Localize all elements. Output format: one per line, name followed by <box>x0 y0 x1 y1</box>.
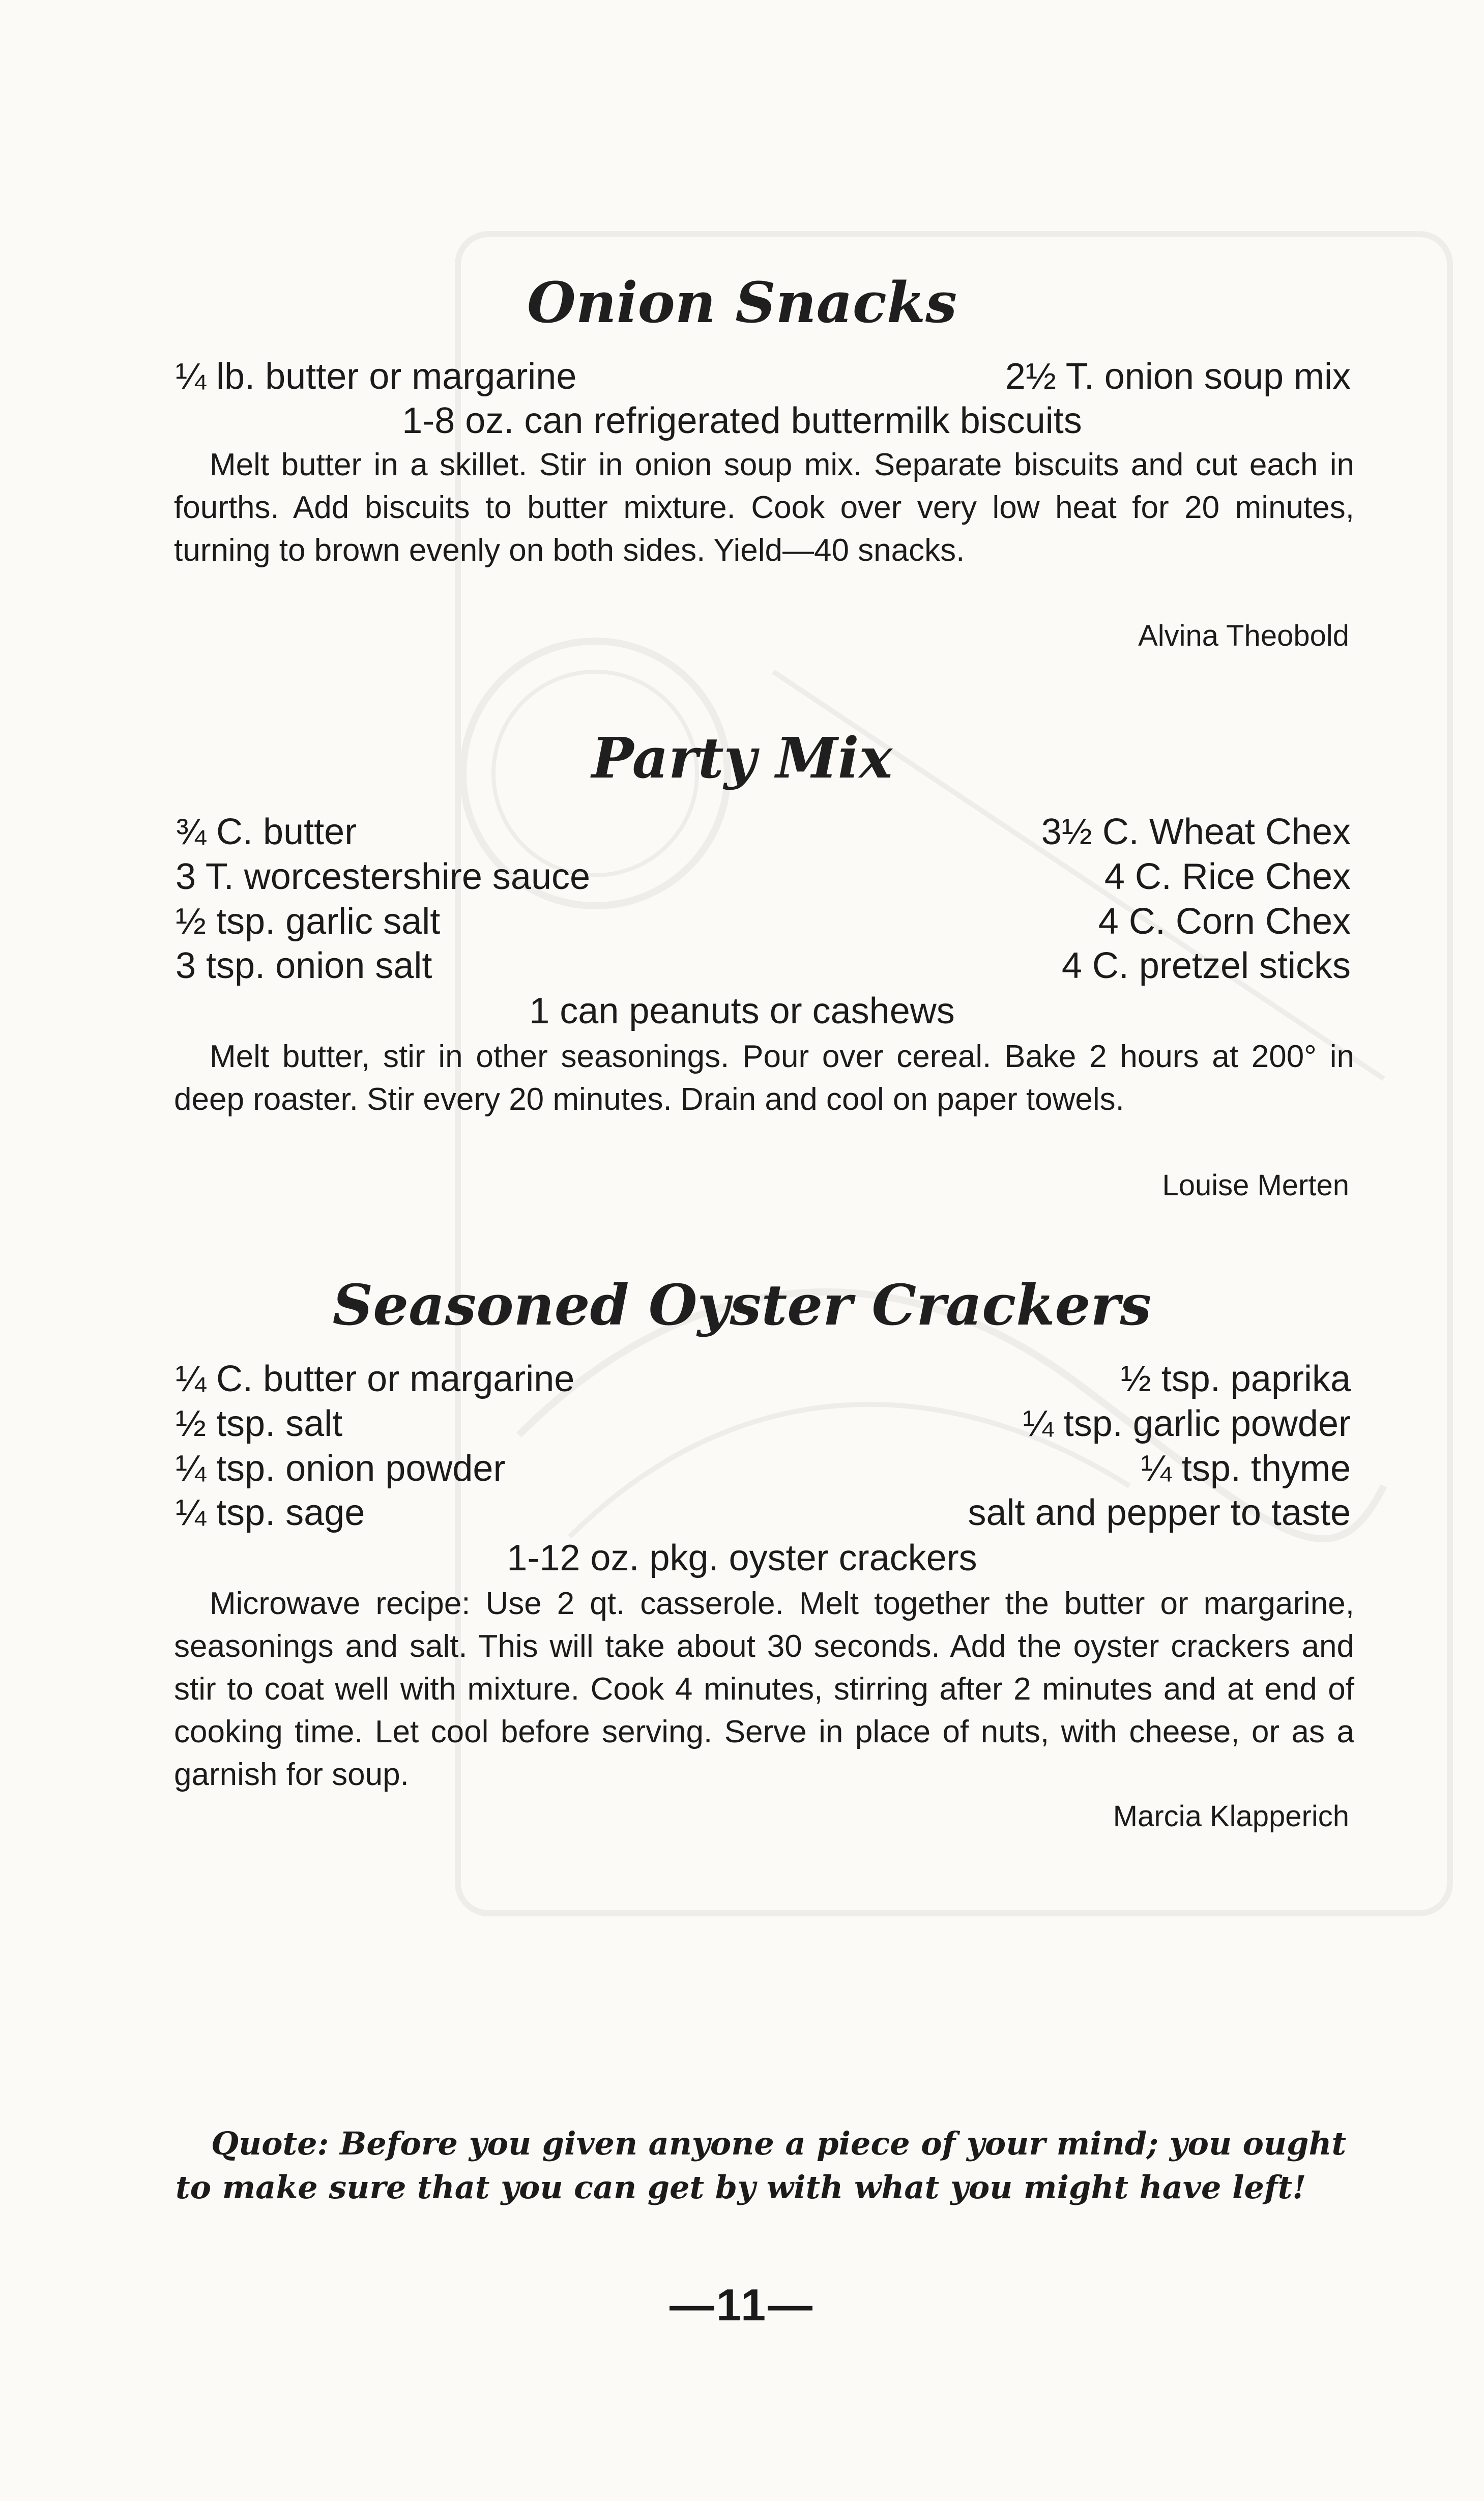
ingredient-row <box>176 1490 1351 1536</box>
ingredient-right: 3½ C. Wheat Chex <box>1041 812 1351 852</box>
recipe-author: Marcia Klapperich <box>1113 1800 1349 1833</box>
ingredient-right: salt and pepper to taste <box>968 1492 1351 1533</box>
ingredient-right: 4 C. Rice Chex <box>1104 856 1351 897</box>
ingredient-left: ½ tsp. salt <box>176 1403 343 1444</box>
ingredient-row <box>176 854 1351 900</box>
ingredient-left: 3 tsp. onion salt <box>176 945 432 986</box>
ingredient-right: 4 C. Corn Chex <box>1098 901 1351 942</box>
ingredient-right: ¼ tsp. thyme <box>1141 1448 1351 1489</box>
ingredient-row <box>176 809 1351 855</box>
page-number: —11— <box>669 2280 815 2330</box>
recipe-author: Louise Merten <box>1162 1169 1349 1202</box>
recipe-title-seasoned-oyster-crackers: Seasoned Oyster Crackers <box>332 1272 1152 1338</box>
recipe-title-onion-snacks: Onion Snacks <box>527 270 957 335</box>
ingredient-row <box>176 1446 1351 1491</box>
ingredient-center: 1-8 oz. can refrigerated buttermilk biscuits <box>402 400 1082 441</box>
ingredient-left: ¼ tsp. onion powder <box>176 1448 506 1489</box>
recipe-directions: Microwave recipe: Use 2 qt. casserole. Melt together the butter or margarine, seasonings and salt. This will take about 30 seconds. Add the oyster crackers and stir to coat well with mixture. Cook 4 minutes, stirring after 2 minutes and at end of cooking time. Let cool before serving. Serve in place of nuts, with cheese, or as a garnish for soup. <box>174 1586 1354 1792</box>
ingredient-right: 2½ T. onion soup mix <box>1005 356 1351 397</box>
ingredient-center: 1 can peanuts or cashews <box>529 991 955 1031</box>
ingredient-row <box>176 899 1351 944</box>
ingredient-right: ½ tsp. paprika <box>1120 1359 1351 1399</box>
ingredient-row <box>176 943 1351 989</box>
recipe-directions: Melt butter, stir in other seasonings. Pour over cereal. Bake 2 hours at 200° in deep roaster. Stir every 20 minutes. Drain and cool on paper towels. <box>174 1039 1354 1117</box>
ingredient-row <box>176 354 1351 399</box>
ingredient-left: ¾ C. butter <box>176 812 357 852</box>
ingredient-right: 4 C. pretzel sticks <box>1061 945 1351 986</box>
ingredient-left: 3 T. worcestershire sauce <box>176 856 591 897</box>
page-quote: Quote: Before you given anyone a piece of your mind; you ought to make sure that you can get by with what you might have left! <box>176 2125 1347 2206</box>
ingredient-left: ¼ lb. butter or margarine <box>176 356 577 397</box>
recipe-directions: Melt butter in a skillet. Stir in onion soup mix. Separate biscuits and cut each in fourths. Add biscuits to butter mixture. Cook over very low heat for 20 minutes, turning to brown evenly on both sides. Yield—40 snacks. <box>174 447 1354 568</box>
ingredient-left: ¼ C. butter or margarine <box>176 1359 575 1399</box>
ingredient-right: ¼ tsp. garlic powder <box>1023 1403 1351 1444</box>
recipe-title-party-mix: Party Mix <box>591 725 893 791</box>
ingredient-row <box>176 1401 1351 1447</box>
ingredient-row <box>176 1356 1351 1402</box>
ingredient-center: 1-12 oz. pkg. oyster crackers <box>507 1538 977 1578</box>
ingredient-left: ¼ tsp. sage <box>176 1492 365 1533</box>
recipe-author: Alvina Theobold <box>1138 619 1349 652</box>
ingredient-left: ½ tsp. garlic salt <box>176 901 441 942</box>
